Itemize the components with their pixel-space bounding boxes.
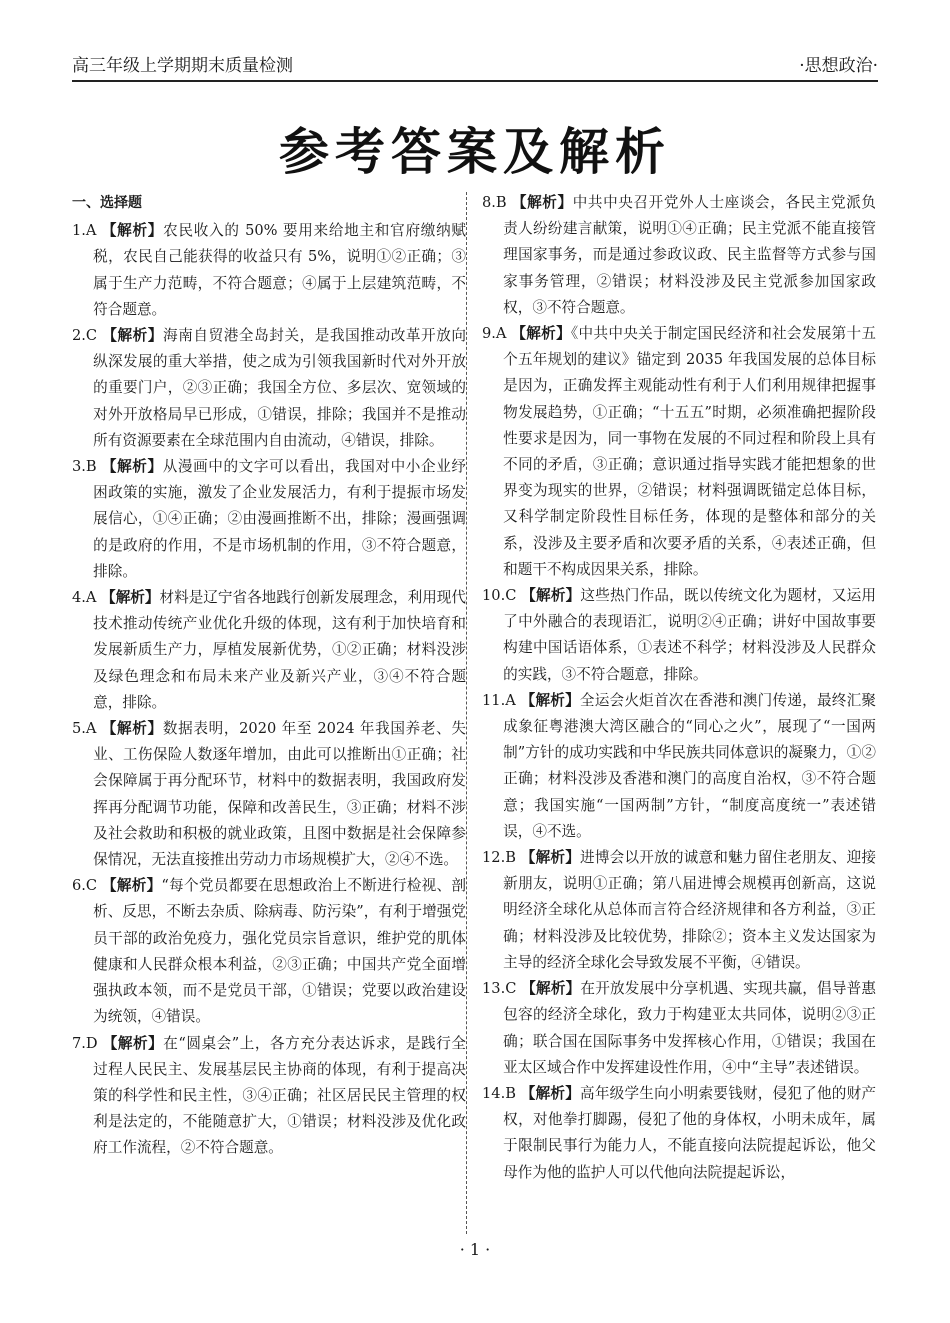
answer-item-11 (482, 688, 876, 845)
answer-number: 6.C (72, 877, 98, 895)
answer-text: 进博会以开放的诚意和魅力留住老朋友、迎接新朋友，说明①正确；第八届进博会规模再创新高，这说明经济全球化从总体而言符合经济规律和各方利益，③正确；材料没涉及比较优势，排除②；资本主义发达国家为主导的经济全球化会导致发展不平衡，④错误。 (503, 849, 876, 971)
analysis-tag: 【解析】 (101, 458, 163, 476)
answer-text: 数据表明，2020 年至 2024 年我国养老、失业、工伤保险人数逐年增加，由此可以推断出①正确；社会保障属于再分配环节，材料中的数据表明，我国政府发挥再分配调节功能，保障和改善民生，③正确；材料不涉及社会救助和积极的就业政策，且图中数据是社会保障参保情况，无法直接推出劳动力市场规模扩大，②④不选。 (93, 720, 466, 869)
answer-item-10 (482, 583, 876, 688)
answer-text: 《中共中央关于制定国民经济和社会发展第十五个五年规划的建议》锚定到 2035 年我国发展的总体目标是因为，正确发挥主观能动性有利于人们利用规律把握事物发展趋势，①正确；“十五五”时期，必须准确把握阶段性要求是因为，同一事物在发展的不同过程和阶段上具有不同的矛盾，③正确；意识通过指导实践才能把想象的世界变为现实的世界，②错误；材料强调既锚定总体目标，又科学制定阶段性目标任务，体现的是整体和部分的关系，没涉及主要矛盾和次要矛盾的关系，④表述正确，但和题干不构成因果关系，排除。 (503, 325, 877, 578)
answer-item-8 (482, 190, 876, 321)
column-divider (466, 192, 467, 1234)
answer-text: 农民收入的 50% 要用来给地主和官府缴纳赋税，农民自己能获得的收益只有 5%，说明①②正确；③属于生产力范畴，不符合题意；④属于上层建筑范畴，不符合题意。 (93, 222, 466, 318)
answer-number: 7.D (72, 1034, 98, 1052)
answer-text: “每个党员都要在思想政治上不断进行检视、剖析、反思，不断去杂质、除病毒、防污染”，有利于增强党员干部的政治免疫力，强化党员宗旨意识，维护党的肌体健康和人民群众根本利益，②③正确；中国共产党全面增强执政本领，而不是党员干部，①错误；党要以政治建设为统领，④错误。 (93, 877, 466, 1026)
answer-item-13 (482, 976, 876, 1081)
answer-item-7 (72, 1031, 466, 1162)
analysis-tag: 【解析】 (102, 327, 164, 345)
analysis-tag: 【解析】 (520, 691, 580, 709)
answer-item-12 (482, 845, 876, 976)
exam-title: 高三年级上学期期末质量检测 (72, 56, 293, 76)
answer-text: 高年级学生向小明索要钱财，侵犯了他的财产权，对他拳打脚踢，侵犯了他的身体权，小明未成年，属于限制民事行为能力人，不能直接向法院提起诉讼，他父母作为他的监护人可以代他向法院提起诉讼， (503, 1084, 876, 1181)
answer-item-4 (72, 585, 466, 716)
analysis-tag: 【解析】 (102, 1034, 164, 1052)
answer-item-3 (72, 454, 466, 585)
answer-item-9 (482, 321, 876, 583)
answer-item-1 (72, 218, 466, 323)
section-heading: 一、选择题 (72, 195, 142, 211)
answer-text: 在开放发展中分享机遇、实现共赢，倡导普惠包容的经济全球化，致力于构建亚太共同体，说明②③正确；联合国在国际事务中发挥核心作用，①错误；我国在亚太区域合作中发挥建设性作用，④中“主导”表述错误。 (503, 980, 876, 1076)
answer-text: 材料是辽宁省各地践行创新发展理念，利用现代技术推动传统产业优化升级的体现，这有利于加快培育和发展新质生产力，厚植发展新优势，①②正确；材料没涉及绿色理念和布局未来产业及新兴产业，③④不符合题意，排除。 (93, 589, 466, 711)
answer-item-6 (72, 873, 466, 1030)
analysis-tag: 【解析】 (102, 877, 162, 895)
answer-text: 中共中央召开党外人士座谈会，各民主党派负责人纷纷建言献策，说明①④正确；民主党派不能直接管理国家事务，而是通过参政议政、民主监督等方式参与国家事务管理，②错误；材料没涉及民主党派参加国家政权，③不符合题意。 (503, 194, 876, 316)
page-title: 参考答案及解析 (279, 123, 671, 181)
answer-text: 在“圆桌会”上，各方充分表达诉求，是践行全过程人民民主、发展基层民主协商的体现，有利于提高决策的科学性和民主性，③④正确；社区居民民主管理的权利是法定的，不能随意扩大，①错误；材料没涉及优化政府工作流程，②不符合题意。 (93, 1034, 466, 1157)
page-number: · 1 · (459, 1240, 491, 1259)
answer-number: 11.A (482, 691, 516, 709)
subject-label: ·思想政治· (799, 56, 878, 76)
analysis-tag: 【解析】 (511, 194, 573, 211)
answer-number: 10.C (482, 587, 517, 605)
analysis-tag: 【解析】 (101, 589, 160, 607)
answer-number: 13.C (482, 980, 517, 998)
analysis-tag: 【解析】 (101, 720, 163, 738)
analysis-tag: 【解析】 (520, 1084, 581, 1102)
analysis-tag: 【解析】 (521, 980, 581, 998)
answer-number: 5.A (72, 720, 97, 738)
answer-number: 8.B (482, 194, 507, 211)
answer-number: 14.B (482, 1084, 516, 1102)
answer-text: 全运会火炬首次在香港和澳门传递，最终汇聚成象征粤港澳大湾区融合的“同心之火”，展现了“一国两制”方针的成功实践和中华民族共同体意识的凝聚力，①②正确；材料没涉及香港和澳门的高度自治权，③不符合题意；我国实施“一国两制”方针，“制度高度统一”表述错误，④不选。 (503, 691, 876, 840)
analysis-tag: 【解析】 (511, 325, 571, 343)
answer-item-14 (482, 1081, 876, 1186)
analysis-tag: 【解析】 (520, 849, 581, 867)
left-column (72, 190, 466, 1162)
answer-number: 4.A (72, 589, 97, 607)
answer-number: 9.A (482, 325, 507, 343)
answer-text: 这些热门作品，既以传统文化为题材，又运用了中外融合的表现语汇，说明②④正确；讲好中国故事要构建中国话语体系，①表述不科学；材料没涉及人民群众的实践，③不符合题意，排除。 (503, 587, 876, 683)
answer-text: 海南自贸港全岛封关，是我国推动改革开放向纵深发展的重大举措，使之成为引领我国新时代对外开放的重要门户，②③正确；我国全方位、多层次、宽领域的对外开放格局早已形成，①错误，排除；我国并不是推动所有资源要素在全球范围内自由流动，④错误，排除。 (93, 327, 466, 449)
answer-text: 从漫画中的文字可以看出，我国对中小企业纾困政策的实施，激发了企业发展活力，有利于提振市场发展信心，①④正确；②由漫画推断不出，排除；漫画强调的是政府的作用，不是市场机制的作用，③不符合题意，排除。 (93, 458, 466, 580)
answer-number: 3.B (72, 458, 97, 476)
answer-item-2 (72, 323, 466, 454)
analysis-tag: 【解析】 (521, 587, 581, 605)
answer-number: 2.C (72, 327, 98, 345)
answer-item-5 (72, 716, 466, 873)
analysis-tag: 【解析】 (101, 222, 164, 240)
answer-number: 12.B (482, 849, 516, 867)
page-header (72, 52, 878, 82)
answer-number: 1.A (72, 222, 97, 240)
right-column (482, 190, 876, 1186)
